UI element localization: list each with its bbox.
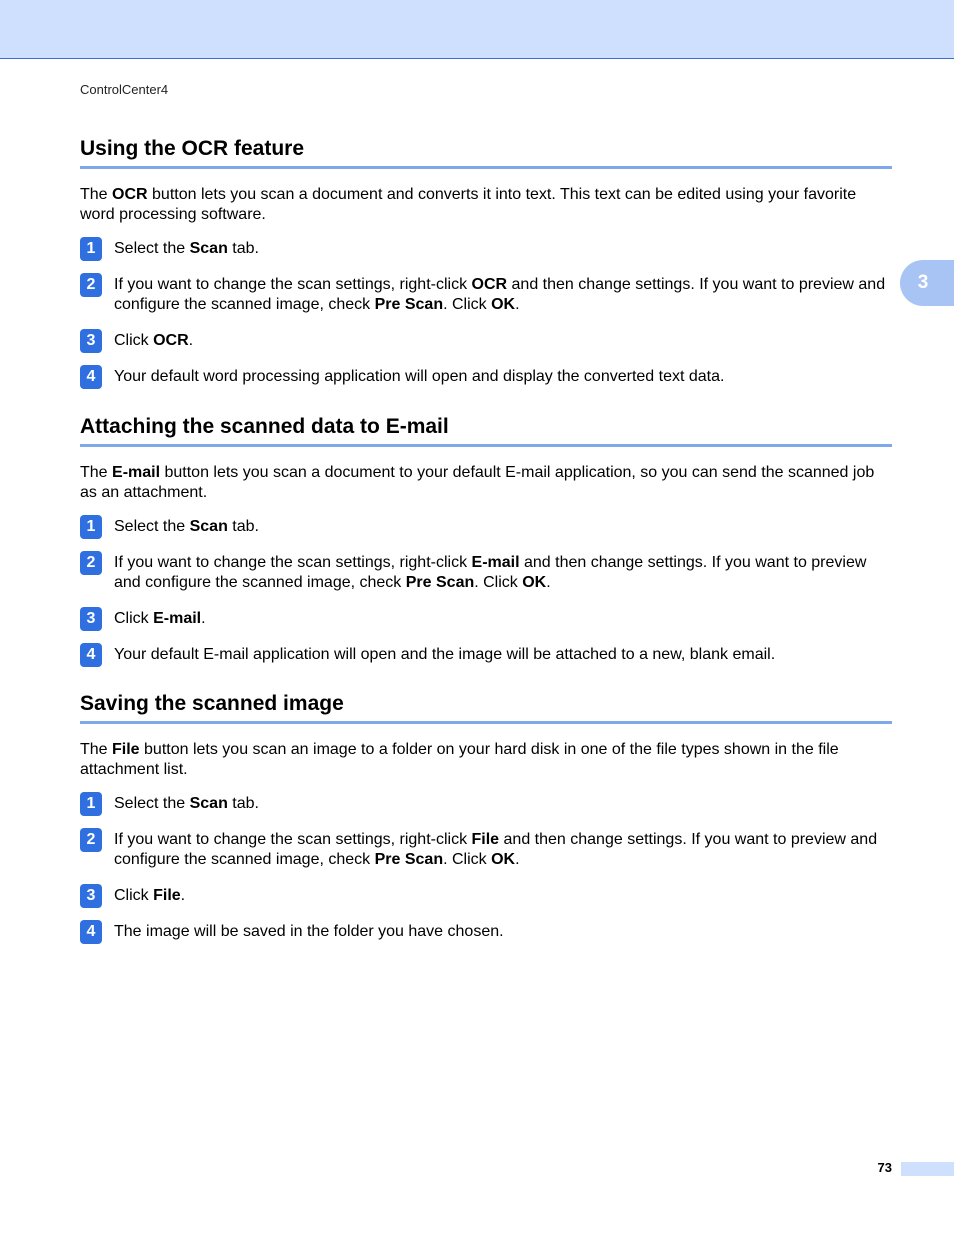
- footer-bar: [901, 1162, 954, 1176]
- step-item: 4 The image will be saved in the folder you have chosen.: [80, 922, 892, 942]
- section-title: Attaching the scanned data to E-mail: [80, 414, 892, 447]
- step-list: [80, 239, 892, 387]
- step-number-badge: 4: [80, 920, 102, 944]
- step-number-badge: 2: [80, 551, 102, 575]
- step-number-badge: 3: [80, 329, 102, 353]
- step-number-badge: 1: [80, 237, 102, 261]
- step-number-badge: 4: [80, 365, 102, 389]
- section-intro: The E-mail button lets you scan a document to your default E-mail application, so you can send the scanned job as an attachment.: [80, 464, 875, 501]
- section-title: Using the OCR feature: [80, 136, 892, 169]
- section-title: Saving the scanned image: [80, 691, 892, 724]
- running-head: ControlCenter4: [80, 82, 169, 97]
- step-list: [80, 517, 892, 665]
- section-email: [80, 414, 892, 681]
- step-item: 3 Click OCR.: [80, 331, 892, 351]
- step-item: 1 Select the Scan tab.: [80, 794, 892, 814]
- chapter-tab: 3: [900, 260, 954, 306]
- step-item: 1 Select the Scan tab.: [80, 239, 892, 259]
- step-number-badge: 1: [80, 515, 102, 539]
- section-intro: The OCR button lets you scan a document and converts it into text. This text can be edited using your favorite word processing software.: [80, 186, 857, 223]
- step-number-badge: 4: [80, 643, 102, 667]
- page-number: 73: [877, 1160, 892, 1175]
- step-number-badge: 1: [80, 792, 102, 816]
- section-file: [80, 691, 892, 958]
- step-number-badge: 2: [80, 273, 102, 297]
- step-item: 4 Your default word processing application will open and display the converted text data.: [80, 367, 892, 387]
- step-item: 2 If you want to change the scan settings, right-click OCR and then change settings. If you want to preview and configure the scanned image, check Pre Scan. Click OK.: [80, 275, 892, 315]
- step-item: 2 If you want to change the scan settings, right-click E-mail and then change settings. If you want to preview and configure the scanned image, check Pre Scan. Click OK.: [80, 553, 892, 593]
- step-item: 3 Click File.: [80, 886, 892, 906]
- step-number-badge: 2: [80, 828, 102, 852]
- step-number-badge: 3: [80, 607, 102, 631]
- step-item: 1 Select the Scan tab.: [80, 517, 892, 537]
- step-number-badge: 3: [80, 884, 102, 908]
- header-band: [0, 0, 954, 59]
- step-item: 4 Your default E-mail application will open and the image will be attached to a new, blank email.: [80, 645, 892, 665]
- section-ocr: [80, 136, 892, 403]
- section-intro: The File button lets you scan an image to a folder on your hard disk in one of the file types shown in the file attachment list.: [80, 741, 839, 778]
- step-item: 2 If you want to change the scan settings, right-click File and then change settings. If you want to preview and configure the scanned image, check Pre Scan. Click OK.: [80, 830, 892, 870]
- step-list: [80, 794, 892, 942]
- step-item: 3 Click E-mail.: [80, 609, 892, 629]
